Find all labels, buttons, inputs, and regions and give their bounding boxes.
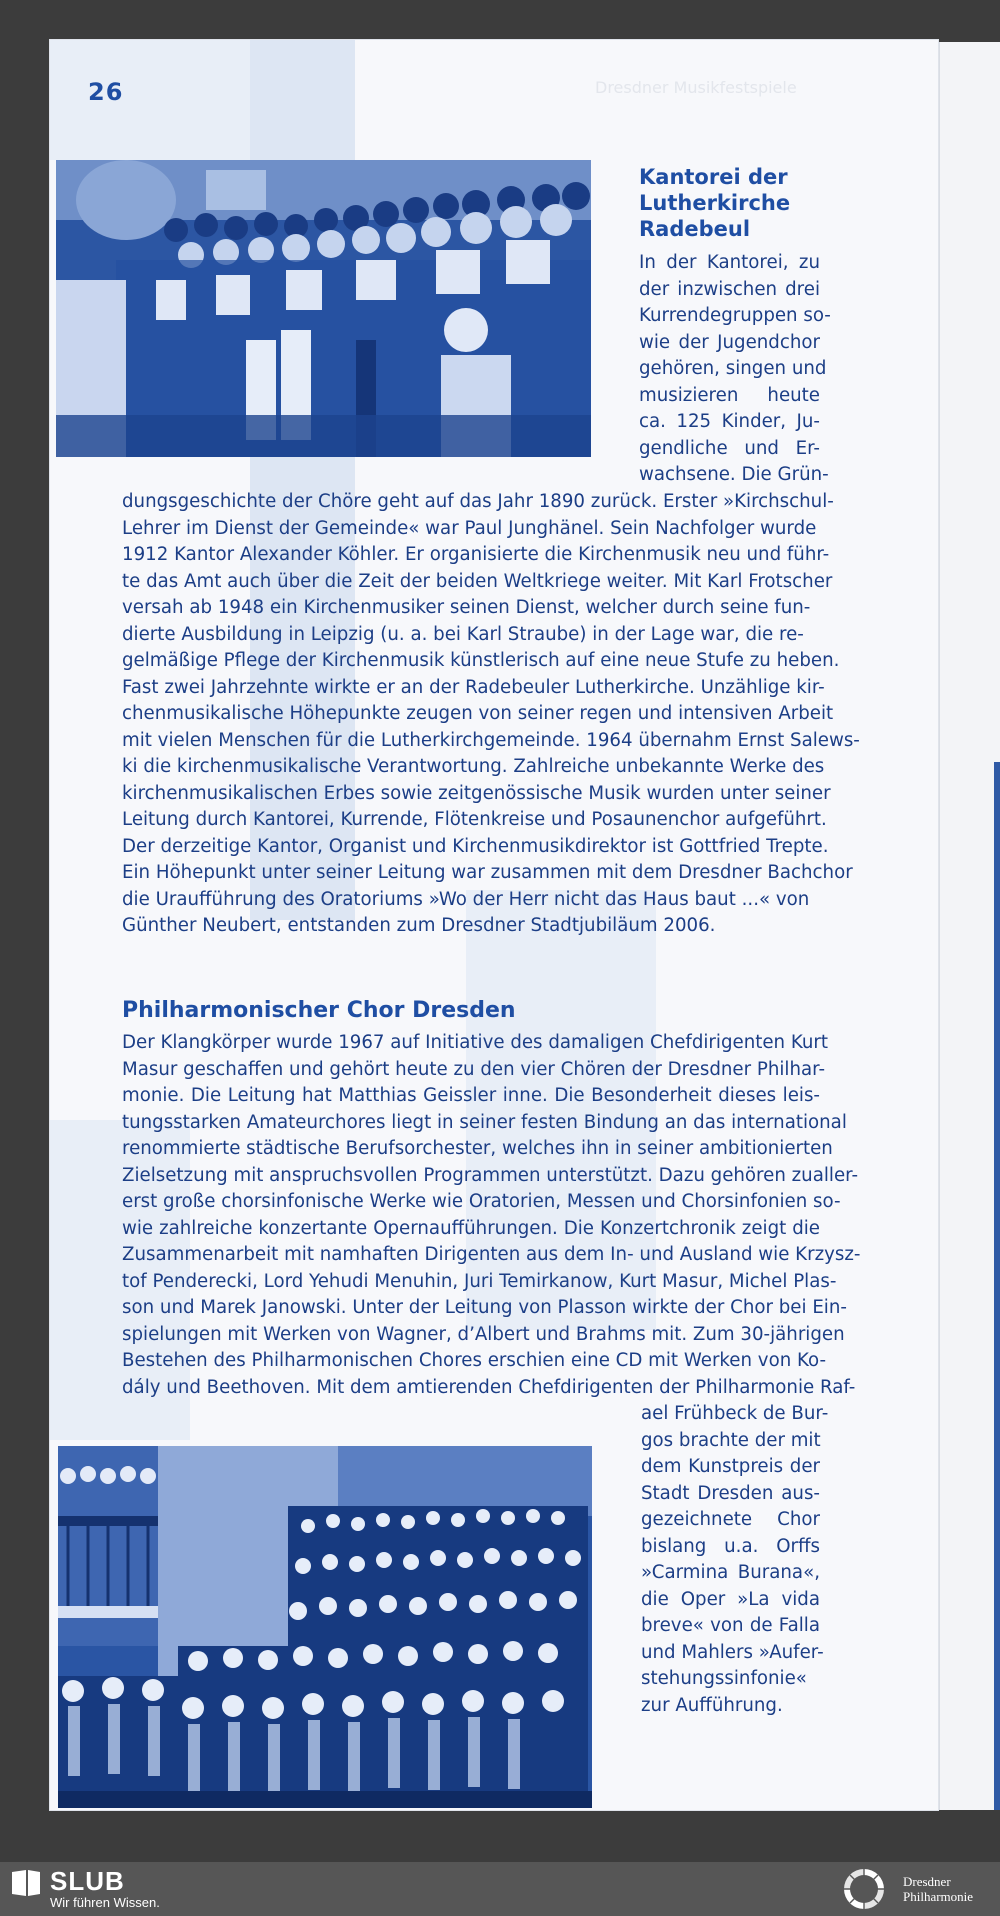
text-line: Fast zwei Jahrzehnte wirkte er an der Radebeuler Lutherkirche. Unzählige kir-	[122, 676, 825, 698]
partner-name-line: Dresdner	[903, 1874, 951, 1889]
kantorei-body	[122, 489, 860, 940]
heading-line: Kantorei der	[639, 165, 788, 189]
text-line: Masur geschaffen und gehört heute zu den vier Chören der Dresdner Philhar-	[122, 1058, 826, 1080]
text-line: gezeichnete Chor	[641, 1509, 820, 1530]
text-line: Zusammenarbeit mit namhaften Dirigenten aus dem In- und Ausland wie Krzysz-	[122, 1244, 861, 1265]
text-line: Bestehen des Philharmonischen Chores erschien eine CD mit Werken von Ko-	[122, 1350, 827, 1371]
running-head: Dresdner Musikfestspiele	[595, 78, 797, 97]
text-line: monie. Die Leitung hat Matthias Geissler inne. Die Besonderheit dieses leis-	[122, 1085, 820, 1106]
text-line: erst große chorsinfonische Werke wie Oratorien, Messen und Chorsinfonien so-	[122, 1191, 841, 1212]
text-line: wachsene. Die Grün-	[639, 464, 829, 485]
philharmonischer-chor-body	[122, 1030, 861, 1401]
text-line: die Uraufführung des Oratoriums »Wo der Herr nicht das Haus baut ...« von	[122, 888, 810, 910]
text-line-last: zur Aufführung.	[641, 1694, 783, 1716]
text-line: gehören, singen und	[639, 358, 827, 379]
section-heading-kantorei	[639, 164, 790, 242]
text-line: wie der Jugendchor	[639, 331, 820, 353]
text-line: wie zahlreiche konzertante Opernaufführungen. Die Konzertchronik zeigt die	[122, 1217, 820, 1239]
background-tint-block	[50, 40, 250, 160]
next-page-blue-strip	[994, 762, 1000, 1810]
text-line: gos brachte der mit	[641, 1429, 821, 1451]
kantorei-intro-column	[639, 250, 831, 489]
text-line: renommierte städtische Berufsorchester, welches ihn in seiner ambitionierten	[122, 1138, 833, 1159]
text-line: bislang u.a. Orffs	[641, 1535, 820, 1557]
text-line: 1912 Kantor Alexander Köhler. Er organisierte die Kirchenmusik neu und führ-	[122, 544, 830, 565]
slub-logo-icon[interactable]	[10, 1868, 42, 1898]
heading-line: Radebeul	[639, 217, 751, 241]
text-line: tof Penderecki, Lord Yehudi Menuhin, Juri Temirkanow, Kurt Masur, Michel Plas-	[122, 1270, 837, 1292]
text-line: In der Kantorei, zu	[639, 252, 820, 273]
text-line: te das Amt auch über die Zeit der beiden Weltkriege weiter. Mit Karl Frotscher	[122, 570, 833, 592]
text-line: Der Klangkörper wurde 1967 auf Initiative des damaligen Chefdirigenten Kurt	[122, 1032, 829, 1053]
text-line: Lehrer im Dienst der Gemeinde« war Paul Junghänel. Sein Nachfolger wurde	[122, 517, 817, 539]
text-line: stehungssinfonie«	[641, 1668, 807, 1689]
footer-bar	[0, 1862, 1000, 1916]
text-line: »Carmina Burana«,	[641, 1562, 820, 1583]
section-heading-philharmonischer-chor: Philharmonischer Chor Dresden	[122, 998, 516, 1023]
text-line: gelmäßige Pflege der Kirchenmusik künstlerisch auf eine neue Stufe zu heben.	[122, 650, 840, 671]
choir-photo-graphic	[58, 1446, 592, 1808]
text-line: kirchenmusikalischen Erbes sowie zeitgenössische Musik wurden unter seiner	[122, 782, 831, 804]
text-line: dem Kunstpreis der	[641, 1456, 820, 1477]
text-line: Zielsetzung mit anspruchsvollen Programmen unterstützt. Dazu gehören zualler-	[122, 1164, 859, 1186]
text-line: Der derzeitige Kantor, Organist und Kirchenmusikdirektor ist Gottfried Trepte.	[122, 835, 829, 857]
text-line-last: Günther Neubert, entstanden zum Dresdner Stadtjubiläum 2006.	[122, 915, 716, 936]
text-line: tungsstarken Amateurchores liegt in seiner festen Bindung an das international	[122, 1111, 847, 1133]
text-line: die Oper »La vida	[641, 1588, 820, 1610]
heading-line: Lutherkirche	[639, 191, 791, 215]
kantorei-choir-photo	[56, 160, 591, 457]
next-page-edge	[938, 42, 1000, 1810]
text-line: gendliche und Er-	[639, 437, 820, 459]
library-tagline: Wir führen Wissen.	[50, 1895, 160, 1910]
text-line: breve« von de Falla	[641, 1615, 820, 1636]
text-line: der inzwischen drei	[639, 278, 820, 300]
text-line: chenmusikalische Höhepunkte zeugen von seiner regen und intensiven Arbeit	[122, 703, 834, 724]
text-line: ael Frühbeck de Bur-	[641, 1403, 829, 1424]
text-line: versah ab 1948 ein Kirchenmusiker seinen Dienst, welcher durch seine fun-	[122, 597, 811, 618]
text-line: dungsgeschichte der Chöre geht auf das Jahr 1890 zurück. Erster »Kirchschul-	[122, 491, 834, 512]
dresdner-philharmonie-logo-icon[interactable]	[842, 1867, 886, 1911]
page-number: 26	[88, 78, 124, 106]
text-line: Stadt Dresden aus-	[641, 1482, 820, 1504]
text-line: und Mahlers »Aufer-	[641, 1641, 824, 1663]
partner-name-line: Philharmonie	[903, 1889, 974, 1904]
text-line: musizieren heute	[639, 384, 820, 406]
partner-name	[903, 1874, 973, 1904]
philharmonischer-chor-photo	[58, 1446, 592, 1808]
text-line: Ein Höhepunkt unter seiner Leitung war zusammen mit dem Dresdner Bachchor	[122, 862, 853, 883]
text-line: Kurrendegruppen so-	[639, 305, 831, 326]
choir-photo-graphic	[56, 160, 591, 457]
text-line: Leitung durch Kantorei, Kurrende, Flötenkreise und Posaunenchor aufgeführt.	[122, 809, 827, 830]
library-name[interactable]: SLUB	[50, 1866, 125, 1896]
text-line: dály und Beethoven. Mit dem amtierenden Chefdirigenten der Philharmonie Raf-	[122, 1376, 856, 1398]
text-line: ca. 125 Kinder, Ju-	[639, 411, 820, 432]
text-line: son und Marek Janowski. Unter der Leitung von Plasson wirkte der Chor bei Ein-	[122, 1297, 847, 1318]
philharmonischer-chor-side-column	[641, 1401, 829, 1719]
text-line: dierte Ausbildung in Leipzig (u. a. bei Karl Straube) in der Lage war, die re-	[122, 623, 804, 645]
text-line: mit vielen Menschen für die Lutherkirchgemeinde. 1964 übernahm Ernst Salews-	[122, 729, 860, 751]
text-line: ki die kirchenmusikalische Verantwortung. Zahlreiche unbekannte Werke des	[122, 756, 825, 777]
text-line: spielungen mit Werken von Wagner, d’Albert und Brahms mit. Zum 30-jährigen	[122, 1323, 845, 1345]
